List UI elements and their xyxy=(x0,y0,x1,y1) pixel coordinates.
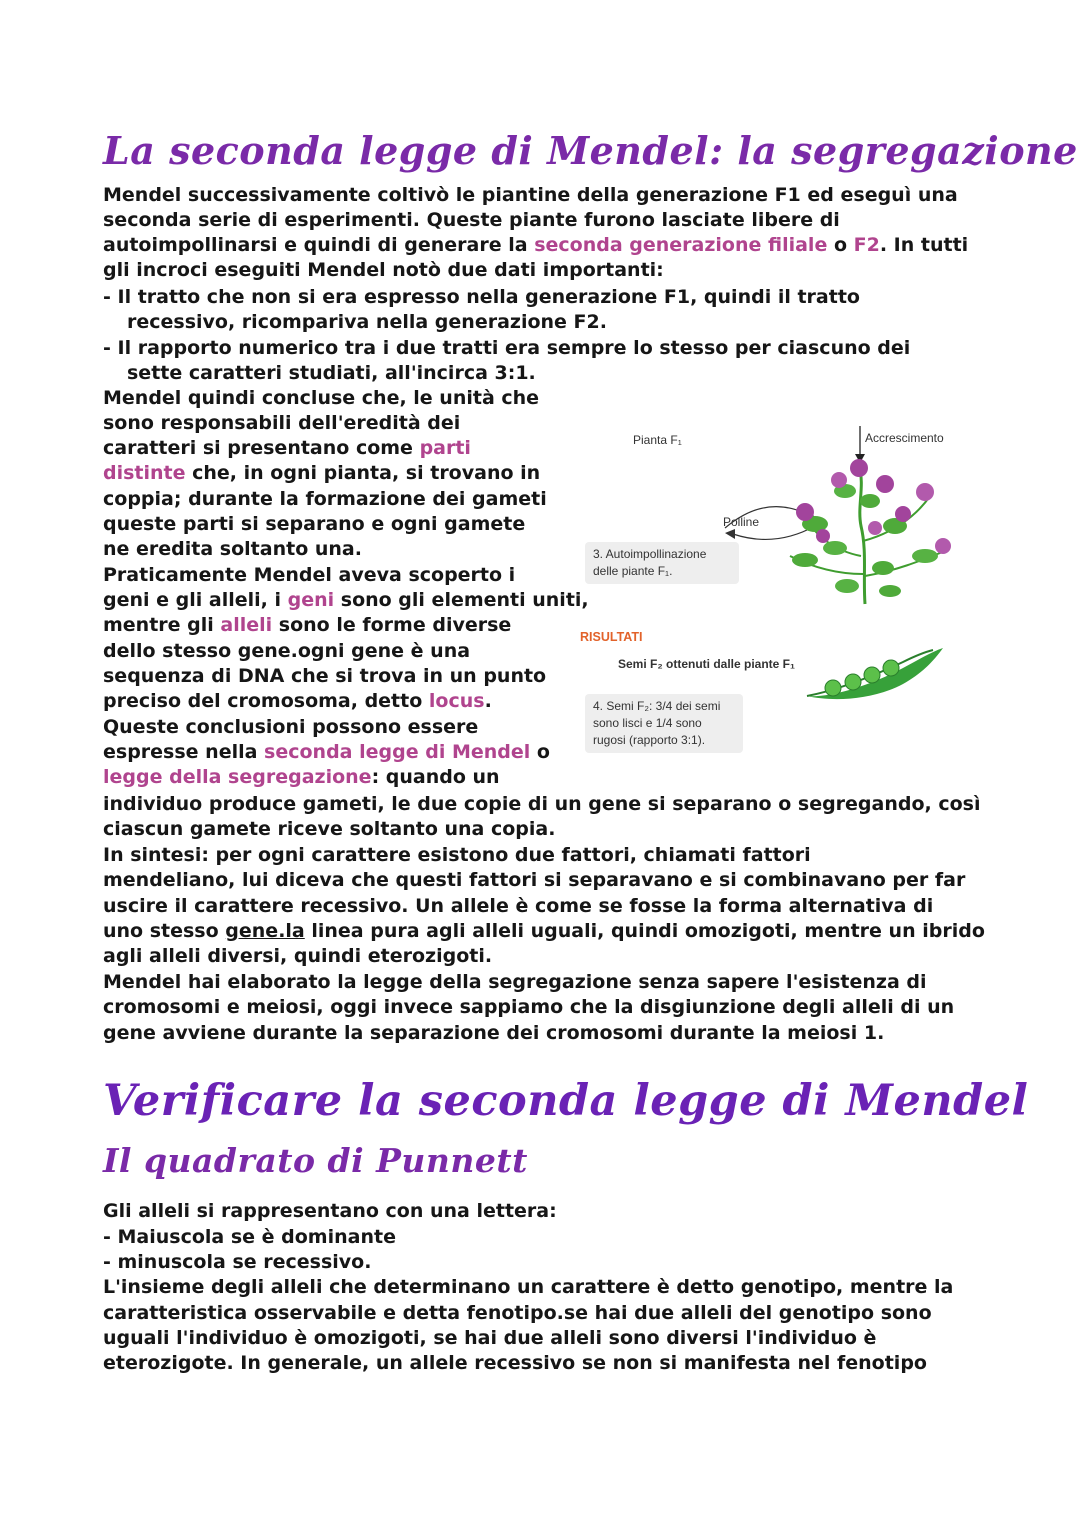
text-segment: . In tutti xyxy=(879,234,969,256)
text-line: Gli alleli si rappresentano con una lettera: xyxy=(103,1200,557,1222)
self-pollination-figure xyxy=(575,420,975,765)
text-line: cromosomi e meiosi, oggi invece sappiamo che la disgiunzione degli alleli di un xyxy=(103,996,955,1018)
caption-line: 3. Autoimpollinazione xyxy=(593,547,707,561)
bullet-continuation: recessivo, ricompariva nella generazione F2. xyxy=(127,311,607,333)
text-line: uguali l'individuo è omozigoti, se hai due alleli sono diversi l'individuo è xyxy=(103,1327,877,1349)
text-segment: che, in ogni pianta, si trovano in xyxy=(185,462,541,484)
pea-pod-icon xyxy=(803,644,945,704)
caption-line: delle piante F₁. xyxy=(593,564,673,578)
text-line: seconda serie di esperimenti. Queste piante furono lasciate libere di xyxy=(103,209,840,231)
highlight-term: locus xyxy=(428,690,485,712)
results-label: RISULTATI xyxy=(580,630,643,644)
caption-line: sono lisci e 1/4 sono xyxy=(593,716,702,730)
text-line: In sintesi: per ogni carattere esistono due fattori, chiamati fattori xyxy=(103,844,811,866)
text-line: Praticamente Mendel aveva scoperto i xyxy=(103,564,516,586)
caption-line: rugosi (rapporto 3:1). xyxy=(593,733,706,747)
text-line: - minuscola se recessivo. xyxy=(103,1251,372,1273)
text-line: eterozigote. In generale, un allele recessivo se non si manifesta nel fenotipo xyxy=(103,1352,927,1374)
text-line: individuo produce gameti, le due copie di un gene si separano o segregando, così xyxy=(103,793,981,815)
text-segment: caratteri si presentano come xyxy=(103,437,420,459)
growth-label: Accrescimento xyxy=(865,431,944,445)
section-title: La seconda legge di Mendel: la segregazione xyxy=(103,128,1078,173)
text-segment: espresse nella xyxy=(103,741,265,763)
highlight-term: seconda generazione filiale xyxy=(534,234,828,256)
text-line: mendeliano, lui diceva che questi fattori si separavano e si combinavano per far xyxy=(103,869,966,891)
text-segment: o xyxy=(827,234,854,256)
text-line: ne eredita soltanto una. xyxy=(103,538,362,560)
bullet-item: - Il tratto che non si era espresso nella generazione F1, quindi il tratto xyxy=(103,286,860,308)
text-line: dello stesso gene.ogni gene è una xyxy=(103,640,471,662)
text-segment: autoimpollinarsi e quindi di generare la xyxy=(103,234,535,256)
text-segment: . xyxy=(484,690,492,712)
text-segment: geni e gli alleli, i xyxy=(103,589,288,611)
text-line: caratteristica osservabile e detta fenotipo.se hai due alleli del genotipo sono xyxy=(103,1302,932,1324)
text-segment: mentre gli xyxy=(103,614,221,636)
text-line xyxy=(103,461,540,486)
highlight-term: geni xyxy=(287,589,335,611)
text-line: - Maiuscola se è dominante xyxy=(103,1226,396,1248)
text-line: gene avviene durante la separazione dei cromosomi durante la meiosi 1. xyxy=(103,1022,885,1044)
text-line: sono responsabili dell'eredità dei xyxy=(103,412,461,434)
section-subtitle: Il quadrato di Punnett xyxy=(103,1141,528,1180)
step4-caption xyxy=(585,694,743,753)
text-line: Mendel hai elaborato la legge della segregazione senza sapere l'esistenza di xyxy=(103,971,927,993)
step3-caption xyxy=(585,542,739,584)
text-segment: preciso del cromosoma, detto xyxy=(103,690,429,712)
text-line xyxy=(103,689,492,714)
plant-label: Pianta F₁ xyxy=(633,433,682,447)
text-line: sequenza di DNA che si trova in un punto xyxy=(103,665,547,687)
text-line xyxy=(103,233,968,258)
text-line xyxy=(103,765,500,790)
text-line: coppia; durante la formazione dei gameti xyxy=(103,488,547,510)
text-segment: linea pura agli alleli uguali, quindi omozigoti, mentre un ibrido xyxy=(304,920,985,942)
text-line xyxy=(103,436,471,461)
highlight-term: legge della segregazione xyxy=(103,766,372,788)
text-line: Queste conclusioni possono essere xyxy=(103,716,479,738)
text-segment: sono le forme diverse xyxy=(272,614,512,636)
highlight-term: F2 xyxy=(853,234,880,256)
text-segment: : quando un xyxy=(371,766,500,788)
text-line xyxy=(103,588,589,613)
pollen-label: Polline xyxy=(723,515,760,529)
underlined-term: gene.la xyxy=(225,920,305,942)
text-line xyxy=(103,919,985,944)
text-line: gli incroci eseguiti Mendel notò due dati importanti: xyxy=(103,259,664,281)
highlight-term: seconda legge di Mendel xyxy=(264,741,531,763)
highlight-term: distinte xyxy=(103,462,186,484)
caption-line: 4. Semi F₂: 3/4 dei semi xyxy=(593,699,721,713)
text-segment: uno stesso xyxy=(103,920,226,942)
text-line: queste parti si separano e ogni gamete xyxy=(103,513,526,535)
text-segment: sono gli elementi uniti, xyxy=(334,589,589,611)
text-line xyxy=(103,740,550,765)
seeds-label: Semi F₂ ottenuti dalle piante F₁ xyxy=(618,657,795,671)
pea-plant-icon xyxy=(775,456,965,606)
text-line: Mendel successivamente coltivò le piantine della generazione F1 ed eseguì una xyxy=(103,184,958,206)
bullet-item: - Il rapporto numerico tra i due tratti era sempre lo stesso per ciascuno dei xyxy=(103,337,911,359)
section-title: Verificare la seconda legge di Mendel xyxy=(103,1076,1029,1126)
text-line: agli alleli diversi, quindi eterozigoti. xyxy=(103,945,493,967)
text-line: L'insieme degli alleli che determinano un carattere è detto genotipo, mentre la xyxy=(103,1276,954,1298)
highlight-term: parti xyxy=(419,437,471,459)
highlight-term: alleli xyxy=(220,614,273,636)
text-line: Mendel quindi concluse che, le unità che xyxy=(103,387,540,409)
text-line: uscire il carattere recessivo. Un allele è come se fosse la forma alternativa di xyxy=(103,895,934,917)
text-line xyxy=(103,613,511,638)
text-line: ciascun gamete riceve soltanto una copia. xyxy=(103,818,556,840)
bullet-continuation: sette caratteri studiati, all'incirca 3:1. xyxy=(127,362,536,384)
text-segment: o xyxy=(530,741,550,763)
